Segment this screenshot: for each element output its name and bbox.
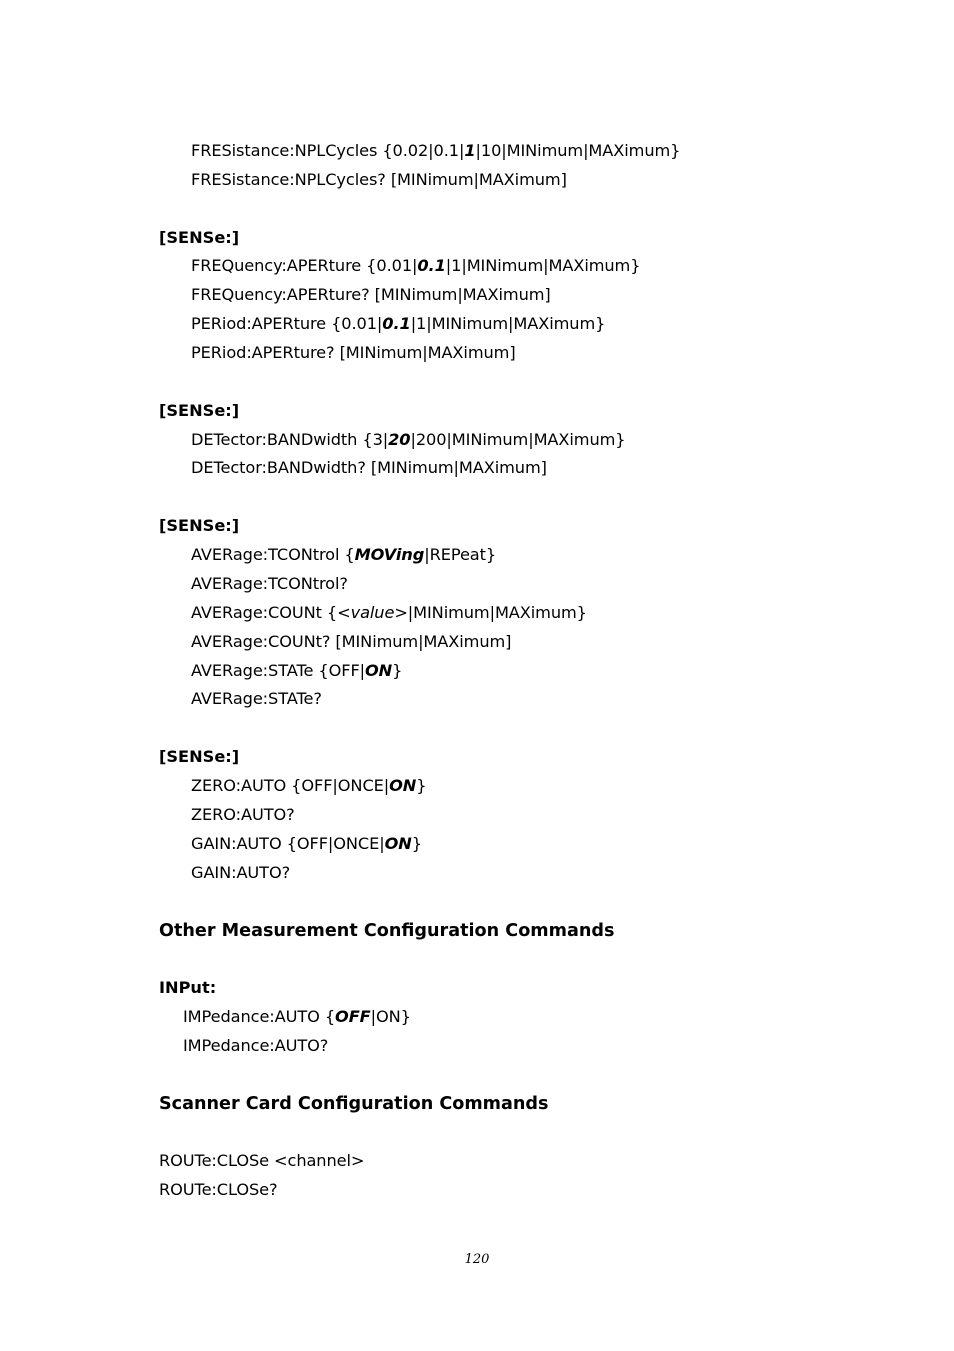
command-line (191, 141, 680, 161)
command-text: IMPedance:AUTO { (183, 1007, 336, 1026)
command-text: } (411, 834, 422, 853)
default-value: ON (365, 661, 393, 680)
command-line: IMPedance:AUTO? (183, 1036, 329, 1055)
default-value: 1 (464, 141, 476, 160)
command-text: } (392, 661, 403, 680)
command-line (191, 603, 587, 623)
default-value: ON (384, 834, 412, 853)
command-text: |ON} (370, 1007, 411, 1026)
command-text: ZERO:AUTO {OFF|ONCE| (191, 776, 390, 795)
default-value: 0.1 (417, 256, 446, 275)
section-title: Scanner Card Configuration Commands (159, 1094, 549, 1114)
command-line: DETector:BANDwidth? [MINimum|MAXimum] (191, 458, 547, 477)
command-text: } (416, 776, 427, 795)
command-text: FREQuency:APERture {0.01| (191, 256, 418, 275)
section-title: Other Measurement Configuration Commands (159, 921, 615, 941)
command-text: PERiod:APERture {0.01| (191, 314, 383, 333)
subsystem-header: INPut: (159, 978, 217, 997)
command-text: AVERage:TCONtrol { (191, 545, 355, 564)
command-text: |1|MINimum|MAXimum} (410, 314, 606, 333)
subsystem-header: [SENSe:] (159, 401, 240, 420)
subsystem-header: [SENSe:] (159, 516, 240, 535)
command-line: ROUTe:CLOSe? (159, 1180, 278, 1199)
default-value: OFF (335, 1007, 371, 1026)
default-value: MOVing (354, 545, 425, 564)
command-line (191, 430, 626, 450)
command-text: |10|MINimum|MAXimum} (475, 141, 681, 160)
command-line: PERiod:APERture? [MINimum|MAXimum] (191, 343, 516, 362)
default-value: 20 (388, 430, 411, 449)
page-number: 120 (464, 1252, 490, 1267)
command-line: GAIN:AUTO? (191, 863, 291, 882)
command-text: |1|MINimum|MAXimum} (445, 256, 641, 275)
command-text: AVERage:STATe {OFF| (191, 661, 366, 680)
command-line: ROUTe:CLOSe <channel> (159, 1151, 365, 1170)
command-line (191, 314, 605, 334)
command-line: AVERage:COUNt? [MINimum|MAXimum] (191, 632, 512, 651)
command-line (191, 256, 640, 276)
command-line: FRESistance:NPLCycles? [MINimum|MAXimum] (191, 170, 567, 189)
command-text: DETector:BANDwidth {3| (191, 430, 389, 449)
command-line: ZERO:AUTO? (191, 805, 295, 824)
command-text: FRESistance:NPLCycles {0.02|0.1| (191, 141, 465, 160)
command-line (191, 661, 402, 681)
parameter-placeholder: value (350, 603, 395, 622)
default-value: 0.1 (382, 314, 411, 333)
command-line (191, 834, 422, 854)
command-line: AVERage:STATe? (191, 689, 322, 708)
command-text: >|MINimum|MAXimum} (394, 603, 587, 622)
command-text: |200|MINimum|MAXimum} (410, 430, 626, 449)
subsystem-header: [SENSe:] (159, 228, 240, 247)
command-line: FREQuency:APERture? [MINimum|MAXimum] (191, 285, 551, 304)
command-line (191, 545, 496, 565)
command-line: AVERage:TCONtrol? (191, 574, 348, 593)
command-text: |REPeat} (424, 545, 497, 564)
command-text: AVERage:COUNt {< (191, 603, 351, 622)
default-value: ON (389, 776, 417, 795)
subsystem-header: [SENSe:] (159, 747, 240, 766)
command-text: GAIN:AUTO {OFF|ONCE| (191, 834, 385, 853)
command-line (183, 1007, 411, 1027)
command-line (191, 776, 426, 796)
